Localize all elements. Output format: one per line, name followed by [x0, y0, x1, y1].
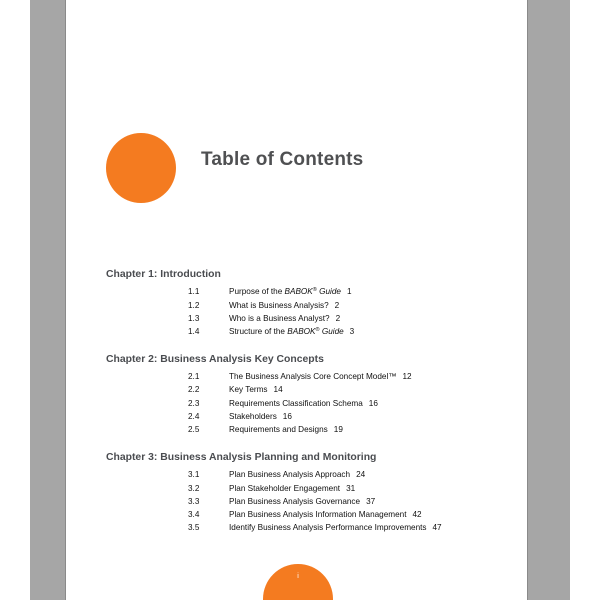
entry-title: The Business Analysis Core Concept Model™ 12: [229, 372, 412, 381]
entry-title: Stakeholders 16: [229, 412, 292, 421]
entry-number: 1.3: [188, 314, 200, 323]
entry-page: 16: [282, 412, 292, 421]
entry-title: Plan Business Analysis Information Management 42: [229, 510, 422, 519]
entry-title: Requirements and Designs 19: [229, 425, 343, 434]
chapter-heading: Chapter 3: Business Analysis Planning and Monitoring: [106, 452, 377, 463]
entry-page: 31: [346, 484, 356, 493]
entry-number: 2.5: [188, 425, 200, 434]
entry-number: 3.3: [188, 497, 200, 506]
entry-page: 14: [273, 385, 283, 394]
chapter-heading: Chapter 1: Introduction: [106, 269, 221, 280]
entry-page: 37: [366, 497, 376, 506]
entry-page: 16: [368, 399, 378, 408]
entry-number: 2.3: [188, 399, 200, 408]
orange-circle-decoration: [106, 133, 176, 203]
entry-title: Plan Stakeholder Engagement 31: [229, 484, 356, 493]
entry-title: What is Business Analysis? 2: [229, 301, 340, 310]
page-number: i: [297, 573, 299, 580]
entry-page: 2: [334, 301, 340, 310]
viewer-background-left: [30, 0, 65, 600]
entry-number: 3.2: [188, 484, 200, 493]
page-number-badge: [263, 564, 333, 600]
entry-page: 24: [356, 470, 366, 479]
entry-page: 1: [346, 287, 352, 296]
entry-page: 12: [402, 372, 412, 381]
entry-page: 19: [333, 425, 343, 434]
entry-title: Purpose of the BABOK® Guide 1: [229, 287, 352, 296]
entry-number: 2.2: [188, 385, 200, 394]
entry-title: Who is a Business Analyst? 2: [229, 314, 341, 323]
viewer-background-right[interactable]: [528, 0, 570, 600]
entry-title: Key Terms 14: [229, 385, 283, 394]
entry-page: 3: [349, 327, 355, 336]
entry-number: 1.2: [188, 301, 200, 310]
entry-title: Requirements Classification Schema 16: [229, 399, 378, 408]
entry-title: Structure of the BABOK® Guide 3: [229, 327, 355, 336]
page-title: Table of Contents: [201, 149, 364, 170]
document-page: [65, 0, 528, 600]
entry-number: 3.4: [188, 510, 200, 519]
entry-number: 3.1: [188, 470, 200, 479]
entry-page: 42: [412, 510, 422, 519]
entry-page: 2: [335, 314, 341, 323]
entry-number: 2.1: [188, 372, 200, 381]
entry-number: 1.4: [188, 327, 200, 336]
entry-number: 2.4: [188, 412, 200, 421]
entry-number: 3.5: [188, 523, 200, 532]
entry-number: 1.1: [188, 287, 200, 296]
entry-title: Plan Business Analysis Approach 24: [229, 470, 366, 479]
entry-title: Plan Business Analysis Governance 37: [229, 497, 376, 506]
chapter-heading: Chapter 2: Business Analysis Key Concepts: [106, 354, 324, 365]
entry-title: Identify Business Analysis Performance Improvements 47: [229, 523, 442, 532]
entry-page: 47: [432, 523, 442, 532]
